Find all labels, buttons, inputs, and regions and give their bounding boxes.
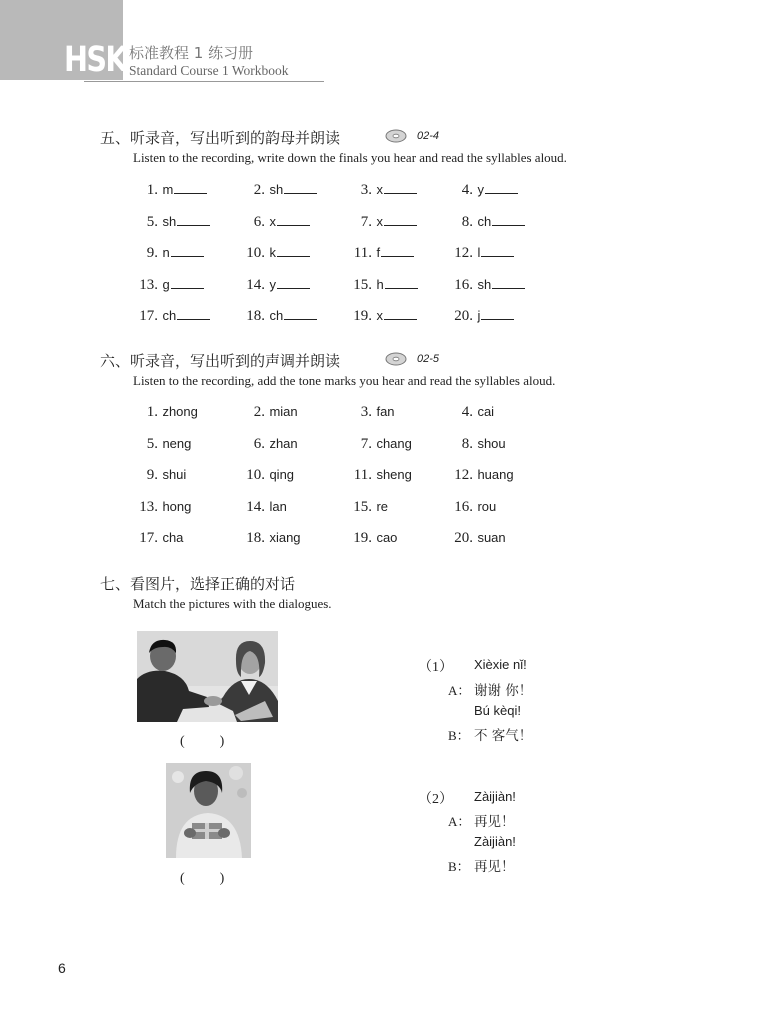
finals-item[interactable]: 19. x [348,307,449,339]
tone-item[interactable]: 1. zhong [146,404,198,420]
section6-grid [134,404,554,562]
gift-photo [166,763,251,858]
header-title-en: Standard Course 1 Workbook [129,63,289,78]
finals-item[interactable]: 15. h [348,276,449,308]
tone-item[interactable]: 9. shui [146,467,187,484]
tone-item[interactable]: 16. rou [454,498,497,515]
hsk-logo: HSK [64,40,127,80]
dialogue-2-number: （2） [418,792,453,807]
section6-subtitle: Listen to the recording, add the tone marks you hear and read the syllables aloud. [133,373,556,388]
handshake-photo [137,631,278,722]
section5-title: 五、听录音，写出听到的韵母并朗读 [100,129,341,147]
finals-item[interactable]: 13. g [134,276,241,308]
header-rule [84,81,324,82]
finals-item[interactable]: 4. y [449,181,554,213]
cd-audio-icon [385,129,407,143]
section7-title: 七、看图片，选择正确的对话 [100,575,296,593]
tone-item[interactable]: 5. neng [146,435,192,452]
dialogue-2-b-pinyin: Zàijiàn! [474,834,516,849]
tone-item[interactable]: 2. mian [253,404,298,420]
finals-item[interactable]: 20. j [449,307,554,339]
tone-item[interactable]: 18. xiang [246,530,301,547]
tone-item[interactable]: 8. shou [461,435,506,452]
section6-title: 六、听录音，写出听到的声调并朗读 [100,352,341,370]
tone-item[interactable]: 12. huang [454,467,514,484]
finals-item[interactable]: 12. l [449,244,554,276]
finals-item[interactable]: 10. k [241,244,348,276]
finals-item[interactable]: 11. f [348,244,449,276]
tone-item[interactable]: 14. lan [246,498,287,515]
tone-item[interactable]: 4. cai [461,404,495,420]
finals-item[interactable]: 1. m [134,181,241,213]
dialogue-1-b-speaker: B： [448,728,470,743]
section5-grid [134,181,554,339]
finals-item[interactable]: 14. y [241,276,348,308]
finals-item[interactable]: 2. sh [241,181,348,213]
answer-paren-1[interactable]: ( ) [180,734,225,749]
dialogue-2-b-chinese: 再见！ [474,859,515,875]
section7-subtitle: Match the pictures with the dialogues. [133,596,332,611]
finals-item[interactable]: 7. x [348,213,449,245]
tone-item[interactable]: 13. hong [139,498,192,515]
header-title-cn: 标准教程 1 练习册 [129,44,254,62]
dialogue-1-number: （1） [418,660,453,675]
tone-item[interactable]: 20. suan [454,530,506,547]
finals-item[interactable]: 8. ch [449,213,554,245]
finals-item[interactable]: 3. x [348,181,449,213]
dialogue-1-a-chinese: 谢谢 你！ [474,683,533,699]
section5-track: 02-4 [417,130,440,142]
section5-subtitle: Listen to the recording, write down the finals you hear and read the syllables aloud. [133,150,567,165]
tone-item[interactable]: 19. cao [353,530,398,547]
section6-track: 02-5 [417,353,440,365]
cd-audio-icon [385,352,407,366]
dialogue-2-a-speaker: A： [448,814,471,829]
finals-item[interactable]: 6. x [241,213,348,245]
tone-item[interactable]: 6. zhan [253,435,298,452]
dialogue-1-a-speaker: A： [448,683,471,698]
tone-item[interactable]: 3. fan [360,404,395,420]
tone-item[interactable]: 15. re [353,498,389,515]
tone-item[interactable]: 10. qing [246,467,295,484]
dialogue-1-b-chinese: 不 客气！ [474,728,533,744]
tone-item[interactable]: 7. chang [360,435,412,452]
page-number: 6 [58,960,66,976]
finals-item[interactable]: 16. sh [449,276,554,308]
dialogue-2-a-pinyin: Zàijiàn! [474,789,516,804]
finals-item[interactable]: 18. ch [241,307,348,339]
dialogue-1-b-pinyin: Bú kèqi! [474,703,521,718]
finals-item[interactable]: 9. n [134,244,241,276]
finals-item[interactable]: 5. sh [134,213,241,245]
dialogue-1-a-pinyin: Xièxie nǐ! [474,657,527,672]
answer-paren-2[interactable]: ( ) [180,871,225,886]
tone-item[interactable]: 11. sheng [353,467,412,484]
dialogue-2-b-speaker: B： [448,859,470,874]
dialogue-2-a-chinese: 再见！ [474,814,515,830]
finals-item[interactable]: 17. ch [134,307,241,339]
tone-item[interactable]: 17. cha [139,530,184,547]
